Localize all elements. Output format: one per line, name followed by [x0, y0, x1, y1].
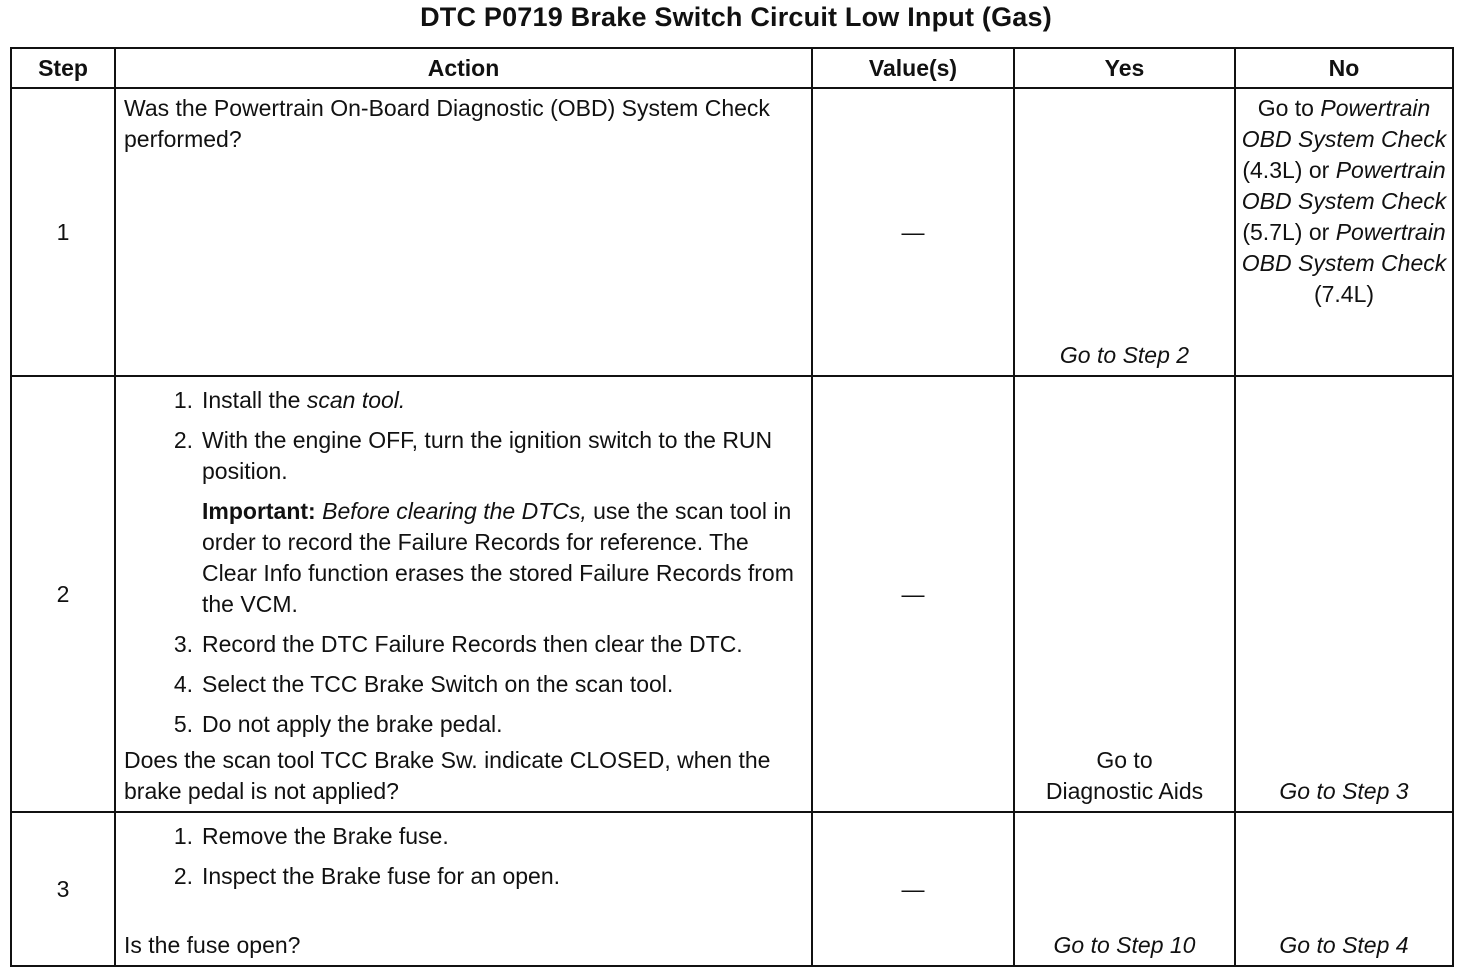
column-header-action: Action	[115, 48, 812, 88]
table-header-row	[11, 48, 1453, 88]
no-link-ref3[interactable]: Powertrain OBD System Check	[1241, 219, 1447, 276]
no-link-ref1[interactable]: Powertrain OBD System Check	[1241, 95, 1447, 152]
list-item: 5. Do not apply the brake pedal.	[173, 711, 503, 737]
no-engine-2: (5.7L) or	[1242, 219, 1330, 245]
no-link[interactable]: Go to Step 4	[1279, 932, 1409, 958]
table-row-step-3	[11, 812, 1453, 966]
list-item: 2. Inspect the Brake fuse for an open.	[173, 863, 561, 889]
action-steps-list	[124, 821, 805, 901]
list-item: 1. Install the scan tool.	[173, 387, 406, 413]
no-prefix: Go to	[1257, 95, 1314, 121]
question-text: Is the fuse open?	[124, 932, 301, 958]
yes-link[interactable]: Diagnostic Aids	[1045, 778, 1204, 804]
action-cell	[115, 812, 812, 966]
column-header-no: No	[1235, 48, 1453, 88]
yes-cell	[1014, 812, 1235, 966]
question-text: Was the Powertrain On-Board Diagnostic (OBD) System Check performed?	[124, 95, 770, 152]
no-link-ref2[interactable]: Powertrain OBD System Check	[1241, 157, 1447, 214]
table-row-step-1	[11, 88, 1453, 376]
yes-go-to: Go to	[1096, 747, 1153, 773]
yes-cell	[1014, 88, 1235, 376]
list-item: 3. Record the DTC Failure Records then clear the DTC.	[173, 631, 743, 657]
column-header-step: Step	[11, 48, 115, 88]
no-link[interactable]: Go to Step 3	[1279, 778, 1409, 804]
step-number: 2	[11, 376, 115, 812]
list-item: 1. Remove the Brake fuse.	[173, 823, 449, 849]
column-header-yes: Yes	[1014, 48, 1235, 88]
value-cell: —	[812, 812, 1014, 966]
list-item: 4. Select the TCC Brake Switch on the scan tool.	[173, 671, 674, 697]
value-cell: —	[812, 376, 1014, 812]
important-note: Important: Before clearing the DTCs, use the scan tool in order to record the Failure Records for reference. The Clear Info function erases the stored Failure Records from the VCM.	[202, 498, 794, 617]
table-row-step-2	[11, 376, 1453, 812]
action-cell	[115, 88, 812, 376]
yes-link[interactable]: Go to Step 2	[1059, 342, 1190, 368]
no-cell	[1235, 88, 1453, 376]
page-title: DTC P0719 Brake Switch Circuit Low Input (Gas)	[420, 2, 1052, 32]
no-engine-3: (7.4L)	[1313, 281, 1375, 307]
no-cell	[1235, 376, 1453, 812]
scan-tool-term: scan tool.	[306, 387, 406, 413]
column-header-values: Value(s)	[812, 48, 1014, 88]
step-number: 3	[11, 812, 115, 966]
action-steps-list	[124, 385, 805, 740]
action-cell	[115, 376, 812, 812]
step-number: 1	[11, 88, 115, 376]
no-cell	[1235, 812, 1453, 966]
no-engine-1: (4.3L) or	[1242, 157, 1330, 183]
list-item: 2. With the engine OFF, turn the ignition switch to the RUN position.	[173, 427, 773, 484]
value-cell: —	[812, 88, 1014, 376]
diagnostic-table	[10, 47, 1454, 967]
question-text: Does the scan tool TCC Brake Sw. indicate CLOSED, when the brake pedal is not applied?	[124, 747, 771, 804]
yes-cell	[1014, 376, 1235, 812]
yes-link[interactable]: Go to Step 10	[1053, 932, 1196, 958]
